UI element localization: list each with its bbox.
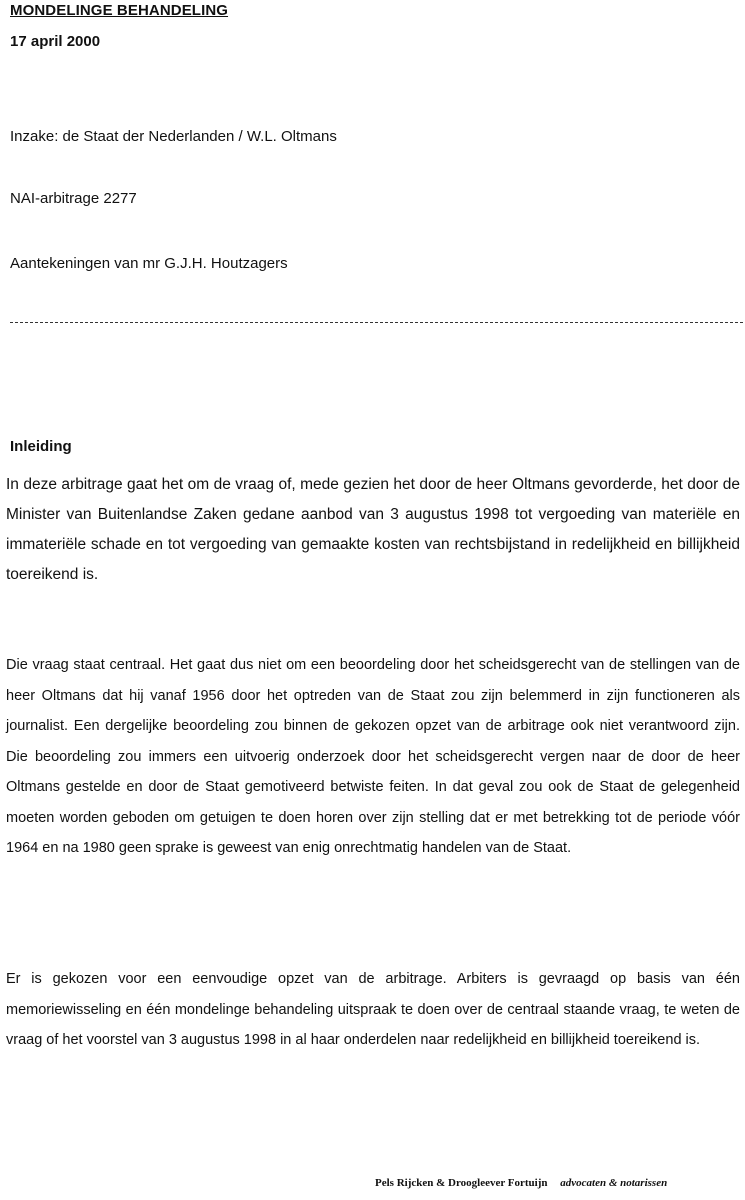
paragraph: Er is gekozen voor een eenvoudige opzet van de arbitrage. Arbiters is gevraagd op basis van één memoriewisseling en één mondelinge behandeling uitspraak te doen over de centraal staande vraag, te weten de vraag of het voorstel van 3 augustus 1998 in al haar onderdelen naar redelijkheid en billijkheid toereikend is. (6, 971, 740, 1048)
case-number: NAI-arbitrage 2277 (10, 190, 137, 207)
paragraph: In deze arbitrage gaat het om de vraag of, mede gezien het door de heer Oltmans gevorderde, het door de Minister van Buitenlandse Zaken gedane aanbod van 3 augustus 1998 tot vergoeding van materiële en immateriële schade en tot vergoeding van gemaakte kosten van rechtsbijstand in redelijkheid en billijkheid toereikend is. (6, 476, 740, 583)
document-title: MONDELINGE BEHANDELING (10, 2, 229, 19)
paragraph: Die vraag staat centraal. Het gaat dus niet om een beoordeling door het scheidsgerecht van de stellingen van de heer Oltmans dat hij vanaf 1956 door het optreden van de Staat zou zijn belemmerd in zijn functioneren als journalist. Een dergelijke beoordeling zou binnen de gekozen opzet van de arbitrage ook niet verantwoord zijn. Die beoordeling zou immers een uitvoerig onderzoek door het scheidsgerecht vergen naar de door de heer Oltmans gestelde en door de Staat gemotiveerd betwiste feiten. In dat geval zou ook de Staat de gelegenheid moeten worden geboden om getuigen te doen horen over zijn stelling dat er met betrekking tot de periode vóór 1964 en na 1980 geen sprake is geweest van enig onrechtmatig handelen van de Staat. (6, 657, 740, 856)
section-heading: Inleiding (10, 438, 72, 455)
firm-name: Pels Rijcken & Droogleever Fortuijn (375, 1177, 548, 1189)
document-date: 17 april 2000 (10, 33, 101, 50)
footer-letterhead (375, 1177, 667, 1189)
notes-author: Aantekeningen van mr G.J.H. Houtzagers (10, 255, 288, 272)
firm-role: advocaten & notarissen (560, 1177, 668, 1189)
divider (10, 322, 743, 323)
subject-line: Inzake: de Staat der Nederlanden / W.L. Oltmans (10, 128, 337, 145)
